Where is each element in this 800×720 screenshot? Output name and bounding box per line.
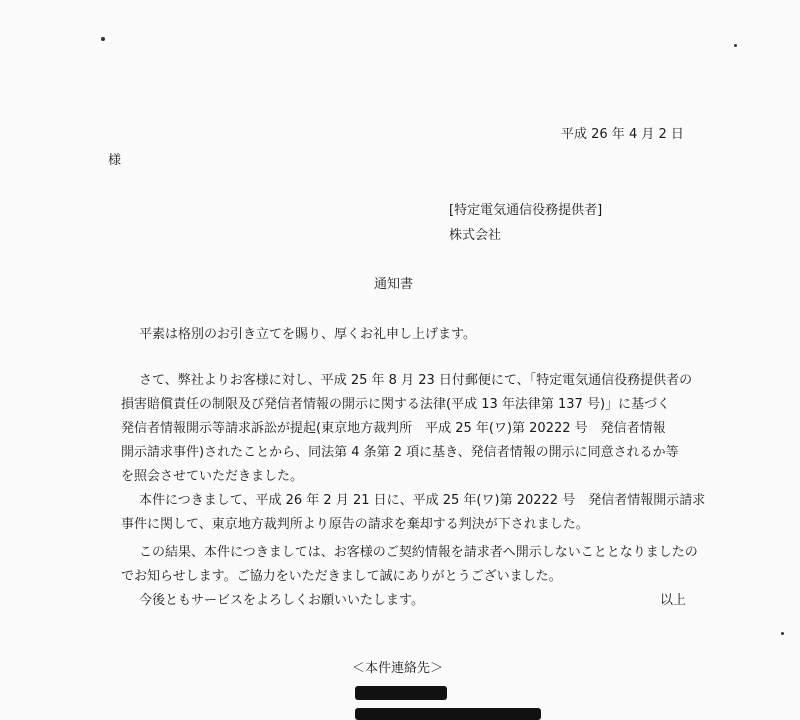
end-mark: 以上 [660, 593, 687, 608]
redacted-postal-code [355, 686, 447, 700]
letter-date: 平成 26 年 4 月 2 日 [561, 127, 684, 142]
scan-speck [101, 37, 105, 41]
paragraph-1-line-2: 損害賠償責任の制限及び発信者情報の開示に関する法律(平成 13 年法律第 137 号)」に基づく [121, 397, 671, 412]
paragraph-1-line-1: さて、弊社よりお客様に対し、平成 25 年 8 月 23 日付郵便にて、「特定電気通信役務提供者の [139, 373, 693, 388]
paragraph-3-line-2: でお知らせします。ご協力をいただきまして誠にありがとうございました。 [121, 569, 562, 584]
closing-line [139, 592, 424, 609]
paragraph-1-line-3: 発信者情報開示等請求訴訟が提起(東京地方裁判所 平成 25 年(ワ)第 20222 号 発信者情報 [121, 421, 666, 436]
greeting-text: 平素は格別のお引き立てを賜り、厚くお礼申し上げます。 [139, 327, 476, 342]
paragraph-1-line-4: 開示請求事件)されたことから、同法第 4 条第 2 項に基き、発信者情報の開示に同意されるか等 [121, 445, 679, 460]
paragraph-1-line-5: を照会させていただきました。 [121, 469, 304, 484]
redacted-address [355, 708, 541, 720]
scan-speck [734, 44, 737, 47]
closing-prefix: 今後とも [139, 593, 192, 608]
sender-company-line [449, 227, 501, 244]
paragraph-2-line-1: 本件につきまして、平成 26 年 2 月 21 日に、平成 25 年(ワ)第 20222 号 発信者情報開示請求 [139, 493, 706, 508]
paragraph-3-line-1: この結果、本件につきましては、お客様のご契約情報を請求者へ開示しないこととなりましたの [139, 545, 698, 560]
recipient-honorific: 様 [108, 153, 122, 168]
contact-heading: ＜本件連絡先＞ [352, 661, 444, 676]
paragraph-2-line-2: 事件に関して、東京地方裁判所より原告の請求を棄却する判決が下されました。 [121, 517, 589, 532]
recipient-line [108, 152, 121, 169]
document-title: 通知書 [374, 277, 414, 292]
scan-speck [781, 632, 784, 635]
sender-role: [特定電気通信役務提供者] [449, 203, 603, 218]
closing-suffix: サービスをよろしくお願いいたします。 [191, 593, 424, 608]
sender-company-suffix: 株式会社 [449, 228, 502, 243]
